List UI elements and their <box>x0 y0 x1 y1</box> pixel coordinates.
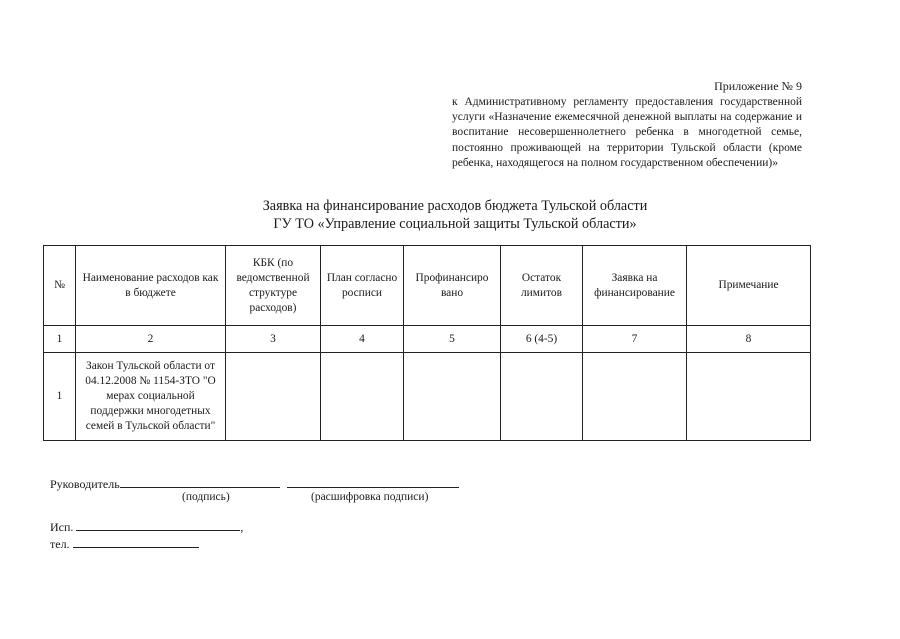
phone-line <box>50 536 199 552</box>
document-title-line-2: ГУ ТО «Управление социальной защиты Тульской области» <box>273 216 637 232</box>
column-number: 1 <box>44 326 76 353</box>
signature-blank[interactable] <box>120 476 280 488</box>
financed-cell <box>404 353 501 441</box>
appendix-text: к Административному регламенту предоставления государственной услуги «Назначение ежемесячной денежной выплаты на содержание и воспитание несовершеннолетнего ребенка в многодетной семье, постоянно проживающей на территории Тульской области (кроме ребенка, находящегося на полном государственном обеспечении)» <box>452 96 802 169</box>
kbk-cell <box>226 353 321 441</box>
executor-label: Исп. <box>50 520 74 534</box>
column-number: 8 <box>687 326 811 353</box>
head-signature-line <box>50 476 459 492</box>
signature-decode-caption: (расшифровка подписи) <box>311 491 429 503</box>
column-number: 6 (4-5) <box>501 326 583 353</box>
head-label: Руководитель <box>50 477 120 491</box>
column-number: 2 <box>76 326 226 353</box>
header-number: № <box>44 246 76 326</box>
executor-blank[interactable] <box>76 519 240 531</box>
note-cell <box>687 353 811 441</box>
executor-suffix: , <box>240 520 244 534</box>
document-title-line-1: Заявка на финансирование расходов бюджета Тульской области <box>262 198 648 214</box>
appendix-title: Приложение № 9 <box>714 79 802 93</box>
plan-cell <box>321 353 404 441</box>
column-number: 3 <box>226 326 321 353</box>
column-number: 4 <box>321 326 404 353</box>
table-row <box>44 353 811 441</box>
header-financed: Профинансиро вано <box>404 246 501 326</box>
document-title <box>150 197 760 233</box>
header-financing-request: Заявка на финансирование <box>583 246 687 326</box>
header-expense-name: Наименование расходов как в бюджете <box>76 246 226 326</box>
header-kbk: КБК (по ведомственной структуре расходов) <box>226 246 321 326</box>
financing-request-table <box>43 245 811 441</box>
expense-name-cell: Закон Тульской области от 04.12.2008 № 1154-ЗТО "О мерах социальной поддержки многодетных семей в Тульской области" <box>76 353 226 441</box>
financing-request-cell <box>583 353 687 441</box>
column-number: 7 <box>583 326 687 353</box>
header-note: Примечание <box>687 246 811 326</box>
signature-decode-blank[interactable] <box>287 476 459 488</box>
executor-line <box>50 519 243 535</box>
remaining-limits-cell <box>501 353 583 441</box>
signature-caption: (подпись) <box>182 491 230 503</box>
row-number: 1 <box>44 353 76 441</box>
column-number-row <box>44 326 811 353</box>
phone-label: тел. <box>50 537 70 551</box>
column-number: 5 <box>404 326 501 353</box>
header-plan: План согласно росписи <box>321 246 404 326</box>
phone-blank[interactable] <box>73 536 199 548</box>
header-remaining-limits: Остаток лимитов <box>501 246 583 326</box>
table-header-row <box>44 246 811 326</box>
